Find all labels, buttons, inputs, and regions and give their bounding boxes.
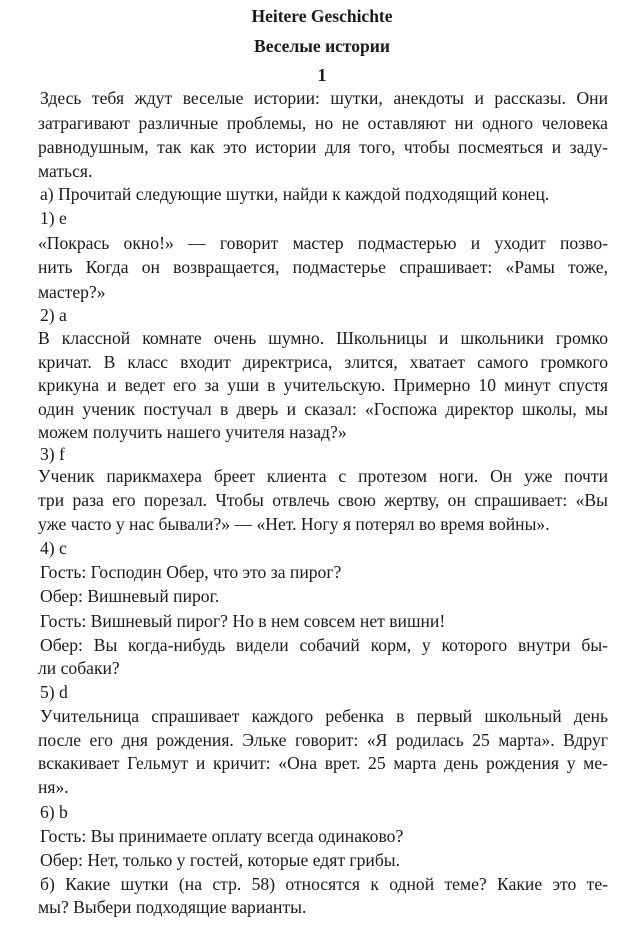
joke-number: 4) c <box>40 538 67 558</box>
joke-number: 1) e <box>40 208 67 228</box>
title-russian: Веселые истории <box>254 36 390 56</box>
paragraph-line: затрагивают различные проблемы, но не оставляют ни одного человека <box>38 113 608 133</box>
paragraph-line: можем получить нашего учителя назад?» <box>38 422 347 442</box>
title-german: Heitere Geschichte <box>251 6 393 26</box>
dialogue-line: Гость: Господин Обер, что это за пирог? <box>40 562 342 582</box>
paragraph-line: равнодушным, так как это истории для того, чтобы посмеяться и заду- <box>38 137 608 157</box>
paragraph-line: маться. <box>38 161 93 181</box>
joke-number: 2) a <box>40 305 67 325</box>
paragraph-line: вскакивает Гельмут и кричит: «Она врет. 25 марта день рождения у ме- <box>38 753 608 773</box>
paragraph-line: Здесь тебя ждут веселые истории: шутки, анекдоты и рассказы. Они <box>40 88 608 108</box>
paragraph-line: нить Когда он возвращается, подмастерье спрашивает: «Рамы тоже, <box>38 257 608 277</box>
paragraph-line: кричат. В класс входит директриса, злится, хватает самого громкого <box>38 352 608 372</box>
paragraph-line: В классной комнате очень шумно. Школьницы и школьники громко <box>38 328 608 348</box>
paragraph-line: три раза его порезал. Чтобы отвлечь свою жертву, он спрашивает: «Вы <box>38 490 608 510</box>
dialogue-line: Гость: Вишневый пирог? Но в нем совсем нет вишни! <box>40 611 446 631</box>
paragraph-line: «Покрась окно!» — говорит мастер подмастерью и уходит позво- <box>38 233 608 253</box>
paragraph-line: мастер?» <box>38 282 106 302</box>
paragraph-line: крикуна и ведет его за уши в учительскую. Примерно 10 минут спустя <box>38 375 608 395</box>
paragraph-line: один ученик постучал в дверь и сказал: «Госпожа директор школы, мы <box>38 399 608 419</box>
dialogue-line: ли собаки? <box>38 658 120 678</box>
task-line: б) Какие шутки (на стр. 58) относятся к одной теме? Какие это те- <box>40 874 608 894</box>
dialogue-line: Гость: Вы принимаете оплату всегда одинаково? <box>40 826 404 846</box>
paragraph-line: ня». <box>38 777 69 797</box>
paragraph-line: после его дня рождения. Эльке говорит: «Я родилась 25 марта». Вдруг <box>38 730 608 750</box>
paragraph-line: Учительница спрашивает каждого ребенка в первый школьный день <box>40 706 608 726</box>
dialogue-line: Обер: Нет, только у гостей, которые едят грибы. <box>40 850 401 870</box>
joke-number: 5) d <box>40 682 68 702</box>
task-line: а) Прочитай следующие шутки, найди к каждой подходящий конец. <box>40 184 550 204</box>
paragraph-line: Ученик парикмахера бреет клиента с протезом ноги. Он уже почти <box>38 466 608 486</box>
dialogue-line: Обер: Вы когда-нибудь видели собачий корм, у которого внутри бы- <box>40 635 608 655</box>
joke-number: 6) b <box>40 802 68 822</box>
paragraph-line: уже часто у нас бывали?» — «Нет. Ногу я потерял во время войны». <box>38 514 550 534</box>
task-line: мы? Выбери подходящие варианты. <box>38 897 307 917</box>
joke-number: 3) f <box>40 444 65 464</box>
dialogue-line: Обер: Вишневый пирог. <box>40 586 220 606</box>
section-number: 1 <box>317 65 327 85</box>
